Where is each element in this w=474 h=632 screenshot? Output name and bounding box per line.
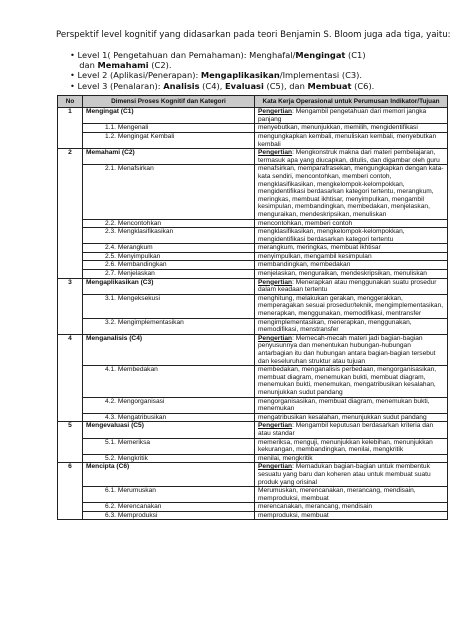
subcategory-name: 4.1. Membedakan bbox=[83, 366, 255, 397]
subcategory-verbs: mengorganisasikan, membuat diagram, menemukan bukti, menemukan bbox=[255, 397, 448, 413]
table-row bbox=[58, 252, 448, 261]
category-name: Mengaplikasikan (C3) bbox=[83, 278, 255, 294]
category-name: Mengingat (C1) bbox=[83, 108, 255, 124]
category-definition: Pengertian: Menerapkan atau menggunakan suatu prosedur dalam keadaan tertentu bbox=[255, 278, 448, 294]
row-number: 1 bbox=[58, 108, 83, 149]
subcategory-verbs: menjelaskan, menguraikan, mendeskripsikan, menuliskan bbox=[255, 270, 448, 279]
table-row bbox=[58, 487, 448, 503]
level-3: • Level 3 (Penalaran): Analisis (C4), Evaluasi (C5), dan Membuat (C6). bbox=[70, 80, 375, 91]
subcategory-name: 4.2. Mengorganisasi bbox=[83, 397, 255, 413]
table-row bbox=[58, 422, 448, 438]
table-row bbox=[58, 397, 448, 413]
category-name: Mencipta (C6) bbox=[83, 463, 255, 487]
subcategory-verbs: Merumuskan, merencanakan, merancang, mendisain, memproduksi, membuat bbox=[255, 487, 448, 503]
table-row bbox=[58, 270, 448, 279]
category-name: Mengevaluasi (C5) bbox=[83, 422, 255, 438]
table-row bbox=[58, 278, 448, 294]
cognitive-table bbox=[57, 95, 448, 520]
category-definition: Pengertian: Memadukan bagian-bagian untuk membentuk sesuatu yang baru dan koheren atau untuk membuat suatu produk yang orisinal bbox=[255, 463, 448, 487]
category-definition: Pengertian: Memecah-mecah materi jadi bagian-bagian penyusunnya dan menentukan hubungan-hubungan antarbagian itu dan hubungan antara bagian-bagian tersebut dan keseluruhan struktur atau tujuan bbox=[255, 334, 448, 365]
row-number: 4 bbox=[58, 334, 83, 422]
category-definition: Pengertian: Mengkonstruk makna dari materi pembelajaran, termasuk apa yang diucapkan, ditulis, dan digambar oleh guru bbox=[255, 149, 448, 165]
subcategory-name: 2.3. Mengklasifikasikan bbox=[83, 228, 255, 244]
table-row bbox=[58, 463, 448, 487]
row-number: 5 bbox=[58, 422, 83, 463]
header-verbs: Kata Kerja Operasional untuk Perumusan Indikator/Tujuan bbox=[255, 96, 448, 108]
subcategory-verbs: mencontohkan, memberi contoh bbox=[255, 219, 448, 228]
subcategory-name: 3.2. Mengimplementasikan bbox=[83, 318, 255, 334]
category-name: Memahami (C2) bbox=[83, 149, 255, 165]
row-number: 2 bbox=[58, 149, 83, 279]
subcategory-name: 4.3. Mengatribusikan bbox=[83, 413, 255, 422]
header-dimension: Dimensi Proses Kognitif dan Kategori bbox=[83, 96, 255, 108]
subcategory-name: 6.3. Memproduksi bbox=[83, 511, 255, 520]
level-1-cont: dan Memahami (C2). bbox=[79, 60, 172, 71]
table-row bbox=[58, 294, 448, 318]
subcategory-verbs: menyimpulkan, mengambil kesimpulan bbox=[255, 252, 448, 261]
subcategory-verbs: membandingkan, membedakan bbox=[255, 261, 448, 270]
subcategory-verbs: menafsirkan, memparafrasekan, mengungkapkan dengan kata-kata sendiri, mencontohkan, memberi contoh, mengklasifikasikan, mengkelompok-kelompokkan, mengidentifikasi berdasarkan kategori tertentu, merangkum, meringkas, membuat ikhtisar, menyimpulkan, mengambil kesimpulan, membandingkan, membedakan, menjelaskan, menguraikan, mendeskripsikan, menuliskan bbox=[255, 165, 448, 219]
subcategory-name: 2.2. Mencontohkan bbox=[83, 219, 255, 228]
subcategory-name: 2.1. Menafsirkan bbox=[83, 165, 255, 219]
table-row bbox=[58, 124, 448, 133]
subcategory-verbs: merangkum, meringkas, membuat ikhtisar bbox=[255, 244, 448, 253]
row-number: 6 bbox=[58, 463, 83, 520]
subcategory-name: 3.1. Mengeksekusi bbox=[83, 294, 255, 318]
subcategory-verbs: menyebutkan, menunjukkan, memilih, mengidentifikasi bbox=[255, 124, 448, 133]
table-row bbox=[58, 334, 448, 365]
subcategory-name: 5.1. Memeriksa bbox=[83, 438, 255, 454]
subcategory-name: 2.7. Menjelaskan bbox=[83, 270, 255, 279]
subcategory-verbs: memproduksi, membuat bbox=[255, 511, 448, 520]
level-2: • Level 2 (Aplikasi/Penerapan): Mengaplikasikan/Implementasi (C3). bbox=[70, 70, 363, 81]
table-row bbox=[58, 261, 448, 270]
subcategory-verbs: mengklasifikasikan, mengkelompok-kelompokkan, mengidentifikasi berdasarkan kategori tertentu bbox=[255, 228, 448, 244]
subcategory-verbs: mengungkapkan kembali, menuliskan kembali, menyebutkan kembali bbox=[255, 132, 448, 148]
table-row bbox=[58, 149, 448, 165]
subcategory-verbs: merencanakan, merancang, mendisain bbox=[255, 503, 448, 512]
table-row bbox=[58, 503, 448, 512]
table-row bbox=[58, 454, 448, 463]
category-definition: Pengertian: Mengambil pengetahuan dari memori jangka panjang bbox=[255, 108, 448, 124]
table-row bbox=[58, 219, 448, 228]
subcategory-name: 6.2. Merencanakan bbox=[83, 503, 255, 512]
subcategory-name: 2.5. Menyimpulkan bbox=[83, 252, 255, 261]
table-header-row bbox=[58, 96, 448, 108]
category-name: Menganalisis (C4) bbox=[83, 334, 255, 365]
subcategory-name: 2.4. Merangkum bbox=[83, 244, 255, 253]
subcategory-verbs: menilai, mengkritik bbox=[255, 454, 448, 463]
subcategory-name: 2.6. Membandingkan bbox=[83, 261, 255, 270]
table-row bbox=[58, 228, 448, 244]
level-list bbox=[70, 50, 374, 91]
table-row bbox=[58, 318, 448, 334]
subcategory-name: 5.2. Mengkritik bbox=[83, 454, 255, 463]
subcategory-verbs: memeriksa, menguji, menunjukkan kelebihan, menunjukkan kekurangan, membandingkan, menilai, mengkritik bbox=[255, 438, 448, 454]
row-number: 3 bbox=[58, 278, 83, 334]
category-definition: Pengertian: Mengambil keputusan berdasarkan kriteria dan atau standar bbox=[255, 422, 448, 438]
table-row bbox=[58, 511, 448, 520]
header-no: No bbox=[58, 96, 83, 108]
table-row bbox=[58, 438, 448, 454]
table-row bbox=[58, 413, 448, 422]
subcategory-verbs: menghitung, melakukan gerakan, menggerakkan, memperagakan sesuai prosedur/teknik, mengimplementasikan, menerapkan, menggunakan, memodifikasi, mentransfer bbox=[255, 294, 448, 318]
subcategory-verbs: membedakan, menganalisis perbedaan, mengorganisasikan, membuat diagram, menemukan bukti, membuat diagram, menemukan bukti, menemukan, mengatribusikan kesalahan, menunjukkan sudut pandang bbox=[255, 366, 448, 397]
subcategory-name: 1.1. Mengenali bbox=[83, 124, 255, 133]
table-body bbox=[58, 108, 448, 520]
table-row bbox=[58, 132, 448, 148]
level-1: • Level 1( Pengetahuan dan Pemahaman): Menghafal/Mengingat (C1) bbox=[70, 50, 366, 60]
table-row bbox=[58, 366, 448, 397]
subcategory-verbs: mengimplementasikan, menerapkan, menggunakan, memodifikasi, menstransfer bbox=[255, 318, 448, 334]
subcategory-name: 1.2. Mengingat Kembali bbox=[83, 132, 255, 148]
subcategory-verbs: mengatribusikan kesalahan, menunjukkan sudut pandang bbox=[255, 413, 448, 422]
table-row bbox=[58, 165, 448, 219]
intro-text: Perspektif level kognitif yang didasarkan pada teori Benjamin S. Bloom juga ada tiga, yaitu: bbox=[56, 30, 451, 40]
table-row bbox=[58, 108, 448, 124]
table-row bbox=[58, 244, 448, 253]
subcategory-name: 6.1. Merumuskan bbox=[83, 487, 255, 503]
